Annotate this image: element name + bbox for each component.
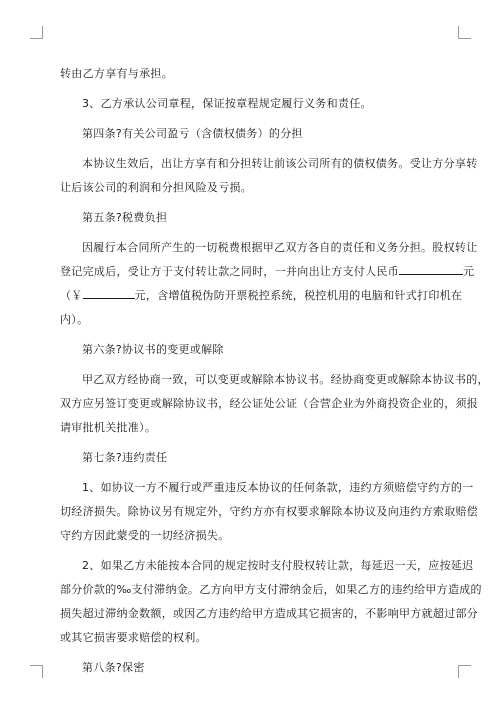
article-heading-4: 第四条?有关公司盈亏（含债权债务）的分担 (82, 127, 303, 140)
paragraph-line (60, 284, 463, 308)
crop-mark-top-right (458, 26, 471, 39)
text-run: （￥ (60, 289, 83, 302)
paragraph-line: 请审批机关批准）。 (60, 421, 157, 434)
paragraph-line: 损失超过滞纳金数额，或因乙方违约给甲方造成其它损害的，不影响甲方就超过部分 (60, 607, 479, 620)
article-heading-8: 第八条?保密 (82, 661, 145, 674)
paragraph-line: 转由乙方享有与承担。 (60, 67, 173, 80)
crop-mark-bottom-right (458, 665, 471, 678)
paragraph-line: 守约方因此蒙受的一切经济损失。 (60, 529, 230, 542)
paragraph-line: 或其它损害要求赔偿的权利。 (60, 631, 207, 644)
article-heading-6: 第六条?协议书的变更或解除 (82, 343, 224, 356)
article-heading-5: 第五条?税费负担 (82, 211, 168, 224)
paragraph-line: 内）。 (60, 313, 89, 326)
amount-blank-rmb (399, 262, 463, 275)
paragraph-line: 本协议生效后，出让方享有和分担转让前该公司所有的债权债务。受让方分享转 (82, 157, 478, 170)
paragraph-line: 甲乙双方经协商一致，可以变更或解除本协议书。经协商变更或解除本协议书的， (82, 373, 489, 386)
amount-blank-yen (83, 286, 135, 299)
clause-item: 2、如果乙方未能按本合同的规定按时支付股权转让款，每延迟一天，应按延迟 (82, 559, 474, 572)
clause-item: 3、乙方承认公司章程，保证按章程规定履行义务和责任。 (82, 97, 372, 110)
paragraph-line: 双方应另签订变更或解除协议书，经公证处公证（合营企业为外商投资企业的，须报 (60, 397, 479, 410)
text-run: 登记完成后，受让方于支付转让款之同时，一并向出让方支付人民币 (60, 265, 399, 278)
paragraph-line (60, 260, 475, 284)
text-run: 元，含增值税伪防开票税控系统，税控机用的电脑和针式打印机在 (134, 289, 463, 302)
article-heading-7: 第七条?违约责任 (82, 451, 168, 464)
paragraph-line: 让后该公司的利润和分担风险及亏损。 (60, 181, 253, 194)
document-body (60, 62, 489, 680)
crop-mark-top-left (30, 26, 43, 39)
paragraph-line: 部分价款的‰支付滞纳金。乙方向甲方支付滞纳金后，如果乙方的违约给甲方造成的 (60, 583, 482, 596)
text-run: 元 (463, 265, 475, 278)
paragraph-line: 因履行本合同所产生的一切税费根据甲乙双方各自的责任和义务分担。股权转让 (82, 241, 478, 254)
crop-mark-bottom-left (30, 665, 43, 678)
paragraph-line: 切经济损失。除协议另有规定外，守约方亦有权要求解除本协议及向违约方索取赔偿 (60, 505, 479, 518)
clause-item: 1、如协议一方不履行或严重违反本协议的任何条款，违约方须赔偿守约方的一 (82, 481, 474, 494)
